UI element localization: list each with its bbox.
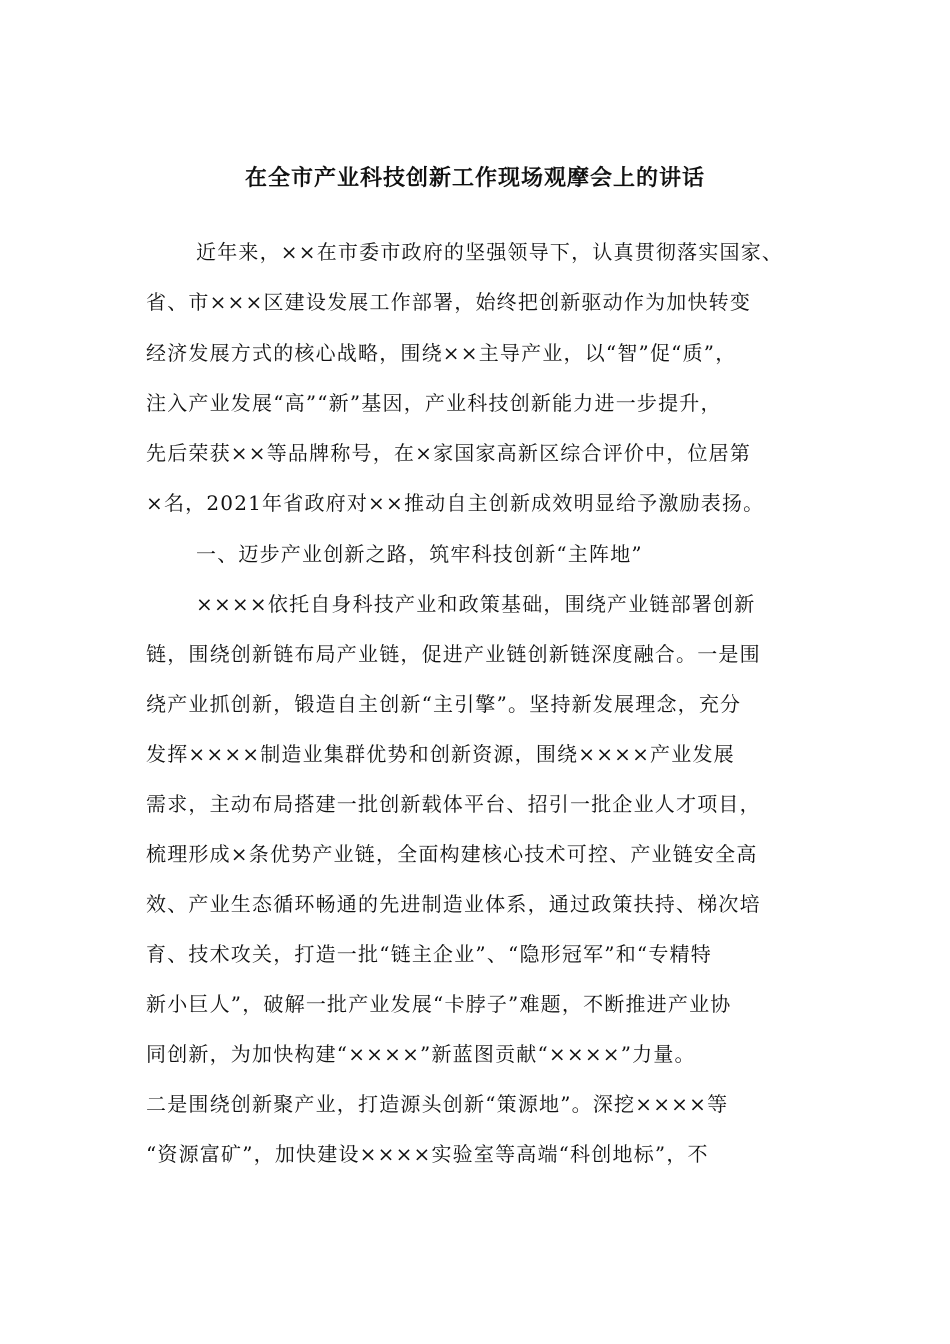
paragraph-line-body-5: 需求，主动布局搭建一批创新载体平台、招引一批企业人才项目， (146, 792, 761, 816)
paragraph-line-body-11: 二是围绕创新聚产业，打造源头创新“策源地”。深挖××××等 (146, 1092, 729, 1116)
paragraph-line-body-8: 育、技术攻关，打造一批“链主企业”、“隐形冠军”和“专精特 (146, 942, 712, 966)
paragraph-line-body-2: 链，围绕创新链布局产业链，促进产业链创新链深度融合。一是围 (146, 642, 761, 666)
section-heading-1: 一、迈步产业创新之路，筑牢科技创新“主阵地” (196, 542, 643, 566)
paragraph-line-intro-3: 经济发展方式的核心战略，围绕××主导产业，以“智”促“质”， (146, 341, 737, 365)
paragraph-line-intro-1: 近年来，××在市委市政府的坚强领导下，认真贯彻落实国家、 (196, 240, 784, 264)
paragraph-line-body-6: 梳理形成×条优势产业链，全面构建核心技术可控、产业链安全高 (146, 842, 758, 866)
paragraph-line-body-4: 发挥××××制造业集群优势和创新资源，围绕××××产业发展 (146, 742, 735, 766)
paragraph-line-body-12: “资源富矿”，加快建设××××实验室等高端“科创地标”，不 (146, 1142, 709, 1166)
paragraph-line-intro-4: 注入产业发展“高”“新”基因，产业科技创新能力进一步提升， (146, 391, 722, 415)
document-title: 在全市产业科技创新工作现场观摩会上的讲话 (244, 165, 705, 191)
paragraph-line-body-9: 新小巨人”，破解一批产业发展“卡脖子”难题，不断推进产业协 (146, 992, 732, 1016)
paragraph-line-intro-2: 省、市×××区建设发展工作部署，始终把创新驱动作为加快转变 (146, 290, 752, 314)
paragraph-line-intro-5: 先后荣获××等品牌称号，在×家国家高新区综合评价中，位居第 (146, 441, 752, 465)
paragraph-line-intro-6: ×名，2021年省政府对××推动自主创新成效明显给予激励表扬。 (146, 491, 765, 515)
paragraph-line-body-7: 效、产业生态循环畅通的先进制造业体系，通过政策扶持、梯次培 (146, 892, 761, 916)
paragraph-line-body-10: 同创新，为加快构建“××××”新蓝图贡献“××××”力量。 (146, 1042, 696, 1066)
paragraph-line-body-3: 绕产业抓创新，锻造自主创新“主引擎”。坚持新发展理念，充分 (146, 692, 742, 716)
paragraph-line-body-1: ××××依托自身科技产业和政策基础，围绕产业链部署创新 (196, 592, 756, 616)
